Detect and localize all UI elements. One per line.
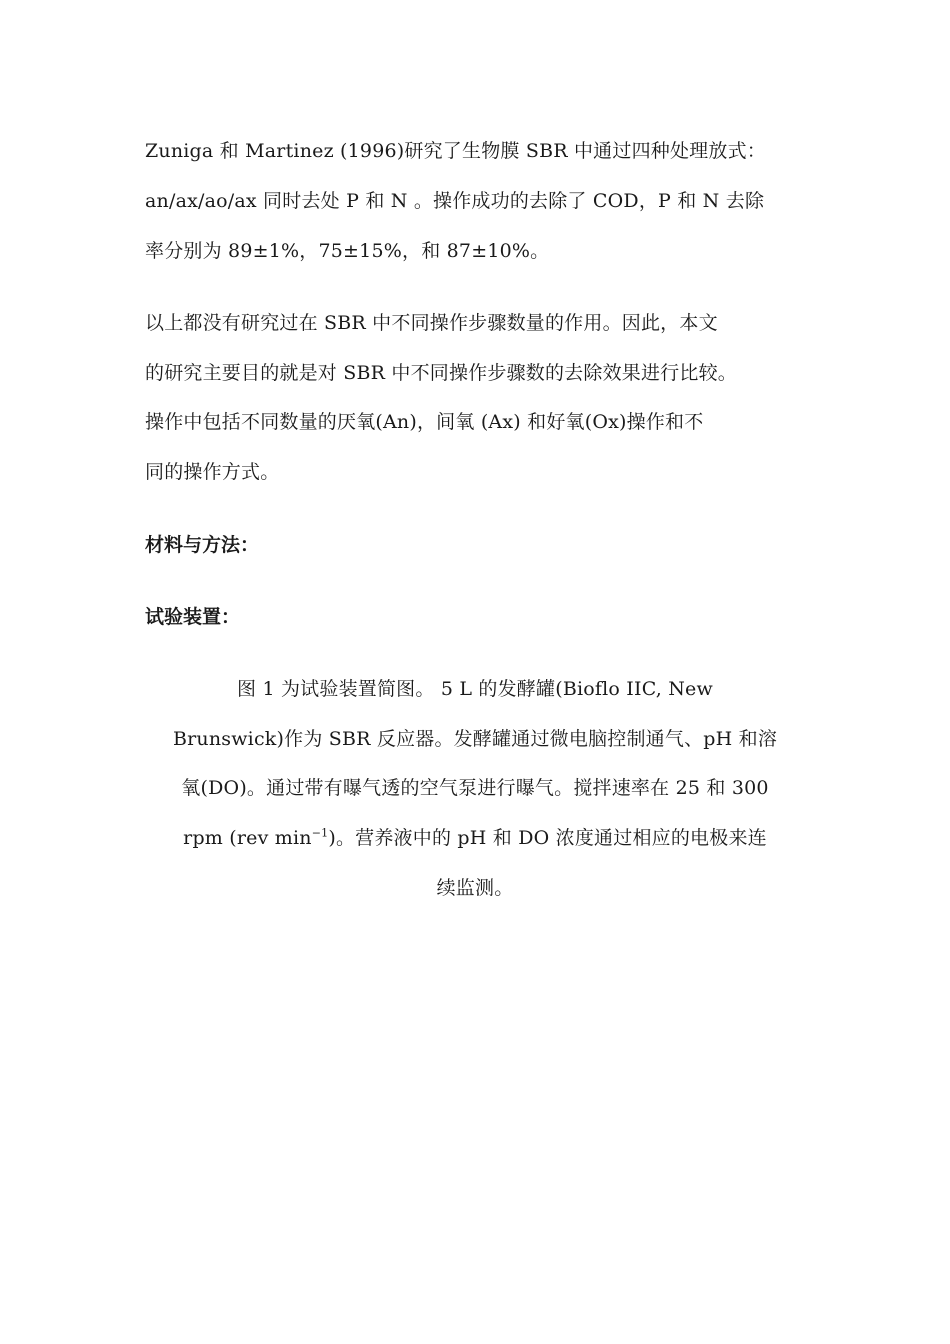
paragraph-1-line-2: an/ax/ao/ax 同时去处 P 和 N 。操作成功的去除了 COD，P 和 N 去除 (145, 190, 765, 212)
paragraph-3-line-3: 氧(DO)。通过带有曝气透的空气泵进行曝气。搅拌速率在 25 和 300 (181, 777, 769, 799)
paragraph-3-line-4-after: )。营养液中的 pH 和 DO 浓度通过相应的电极来连 (328, 827, 767, 849)
paragraph-2-line-2: 的研究主要目的就是对 SBR 中不同操作步骤数的去除效果进行比较。 (145, 362, 737, 384)
paragraph-2-line-4: 同的操作方式。 (145, 461, 280, 483)
paragraph-3-line-4-before: rpm (rev min (183, 827, 312, 849)
paragraph-3-superscript: −1 (311, 826, 329, 840)
paragraph-2-line-1: 以上都没有研究过在 SBR 中不同操作步骤数量的作用。因此，本文 (145, 312, 718, 334)
paragraph-3-line-5: 续监测。 (436, 877, 514, 899)
heading-experimental-apparatus: 试验装置： (145, 606, 241, 628)
paragraph-3-line-4 (0, 826, 950, 850)
heading-materials-and-methods: 材料与方法： (145, 534, 260, 556)
paragraph-2-line-3: 操作中包括不同数量的厌氧(An)，间氧 (Ax) 和好氧(Ox)操作和不 (145, 411, 704, 433)
paragraph-1-line-1: Zuniga 和 Martinez (1996)研究了生物膜 SBR 中通过四种处理放式： (145, 140, 766, 162)
paragraph-3-line-2: Brunswick)作为 SBR 反应器。发酵罐通过微电脑控制通气、pH 和溶 (172, 728, 778, 750)
paragraph-1-line-3: 率分别为 89±1%，75±15%，和 87±10%。 (145, 240, 550, 262)
paragraph-3-line-1: 图 1 为试验装置简图。 5 L 的发酵罐(Bioflo IIC, New (237, 678, 713, 700)
